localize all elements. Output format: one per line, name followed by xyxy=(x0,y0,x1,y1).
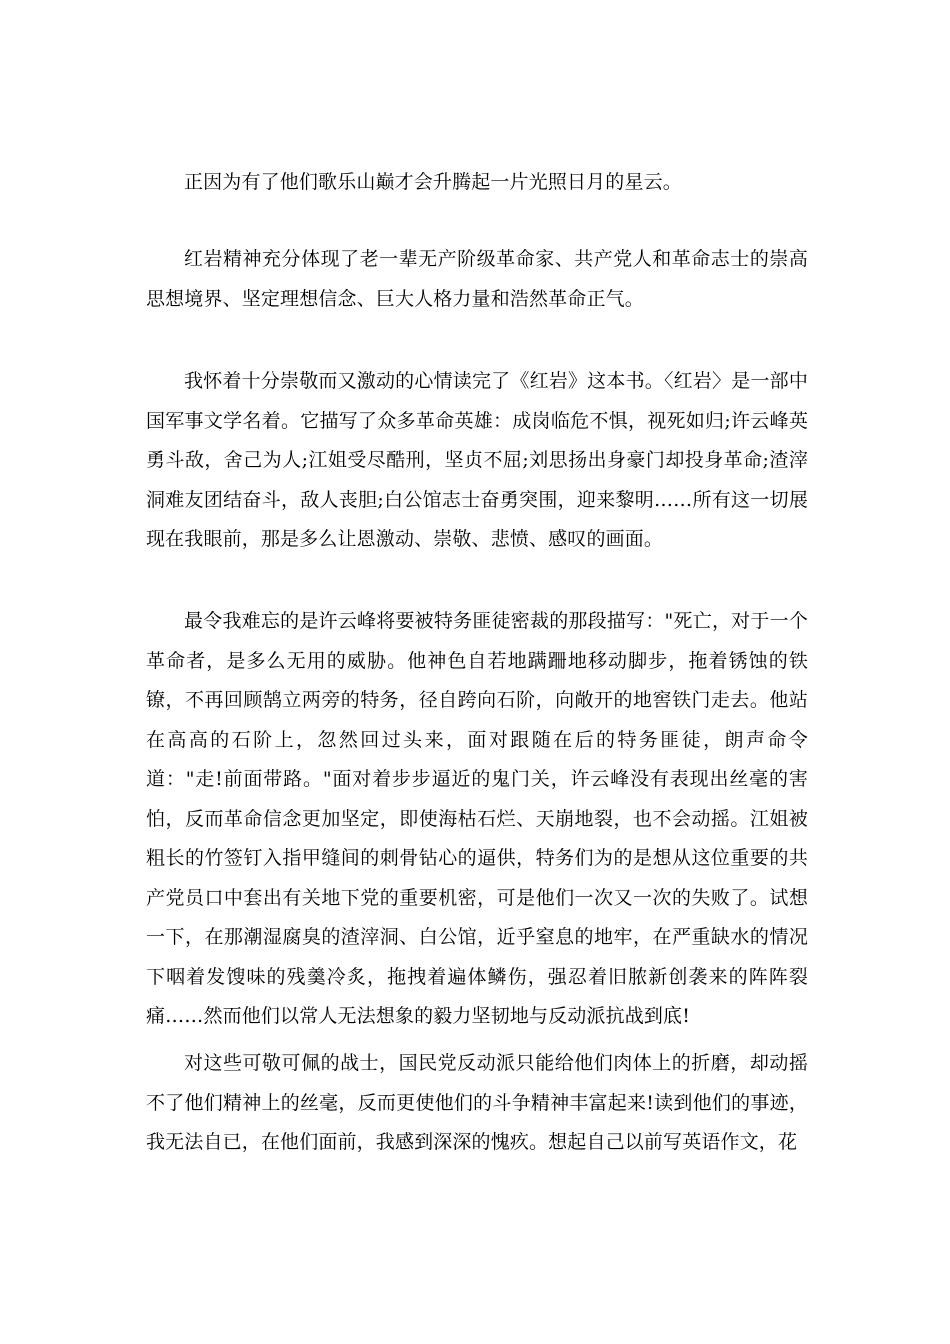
paragraph-3: 我怀着十分崇敬而又激动的心情读完了《红岩》这本书。〈红岩〉是一部中国军事文学名着。它描写了众多革命英雄：成岗临危不惧，视死如归;许云峰英勇斗敌，舍己为人;江姐受尽酷刑，坚贞不屈;刘思扬出身豪门却投身革命;渣滓洞难友团结奋斗，敌人丧胆;白公馆志士奋勇突围，迎来黎明……所有这一切展现在我眼前，那是多么让恩激动、崇敬、悲愤、感叹的画面。 xyxy=(146,370,808,550)
paragraph-1: 正因为有了他们歌乐山巅才会升腾起一片光照日月的星云。 xyxy=(184,171,682,193)
paragraph-5: 对这些可敬可佩的战士，国民党反动派只能给他们肉体上的折磨，却动摇不了他们精神上的丝毫，反而更使他们的斗争精神丰富起来!读到他们的事迹，我无法自已，在他们面前，我感到深深的愧疚。想起自己以前写英语作文，花 xyxy=(146,1052,808,1153)
paragraph-2: 红岩精神充分体现了老一辈无产阶级革命家、共产党人和革命志士的崇高思想境界、坚定理想信念、巨大人格力量和浩然革命正气。 xyxy=(146,248,808,310)
paragraph-4: 最令我难忘的是许云峰将要被特务匪徒密裁的那段描写："死亡，对于一个革命者，是多么无用的威胁。他神色自若地蹒跚地移动脚步，拖着锈蚀的铁镣，不再回顾鹄立两旁的特务，径自跨向石阶，向敞开的地窖铁门走去。他站在高高的石阶上，忽然回过头来，面对跟随在后的特务匪徒，朗声命令道："走!前面带路。"面对着步步逼近的鬼门关，许云峰没有表现出丝毫的害怕，反而革命信念更加坚定，即使海枯石烂、天崩地裂，也不会动摇。江姐被粗长的竹签钉入指甲缝间的刺骨钻心的逼供，特务们为的是想从这位重要的共产党员口中套出有关地下党的重要机密，可是他们一次又一次的失败了。试想一下，在那潮湿腐臭的渣滓洞、白公馆，近乎窒息的地牢，在严重缺水的情况下咽着发馊味的残羹冷炙，拖拽着遍体鳞伤，强忍着旧脓新创袭来的阵阵裂痛……然而他们以常人无法想象的毅力坚韧地与反动派抗战到底! xyxy=(146,610,808,1027)
